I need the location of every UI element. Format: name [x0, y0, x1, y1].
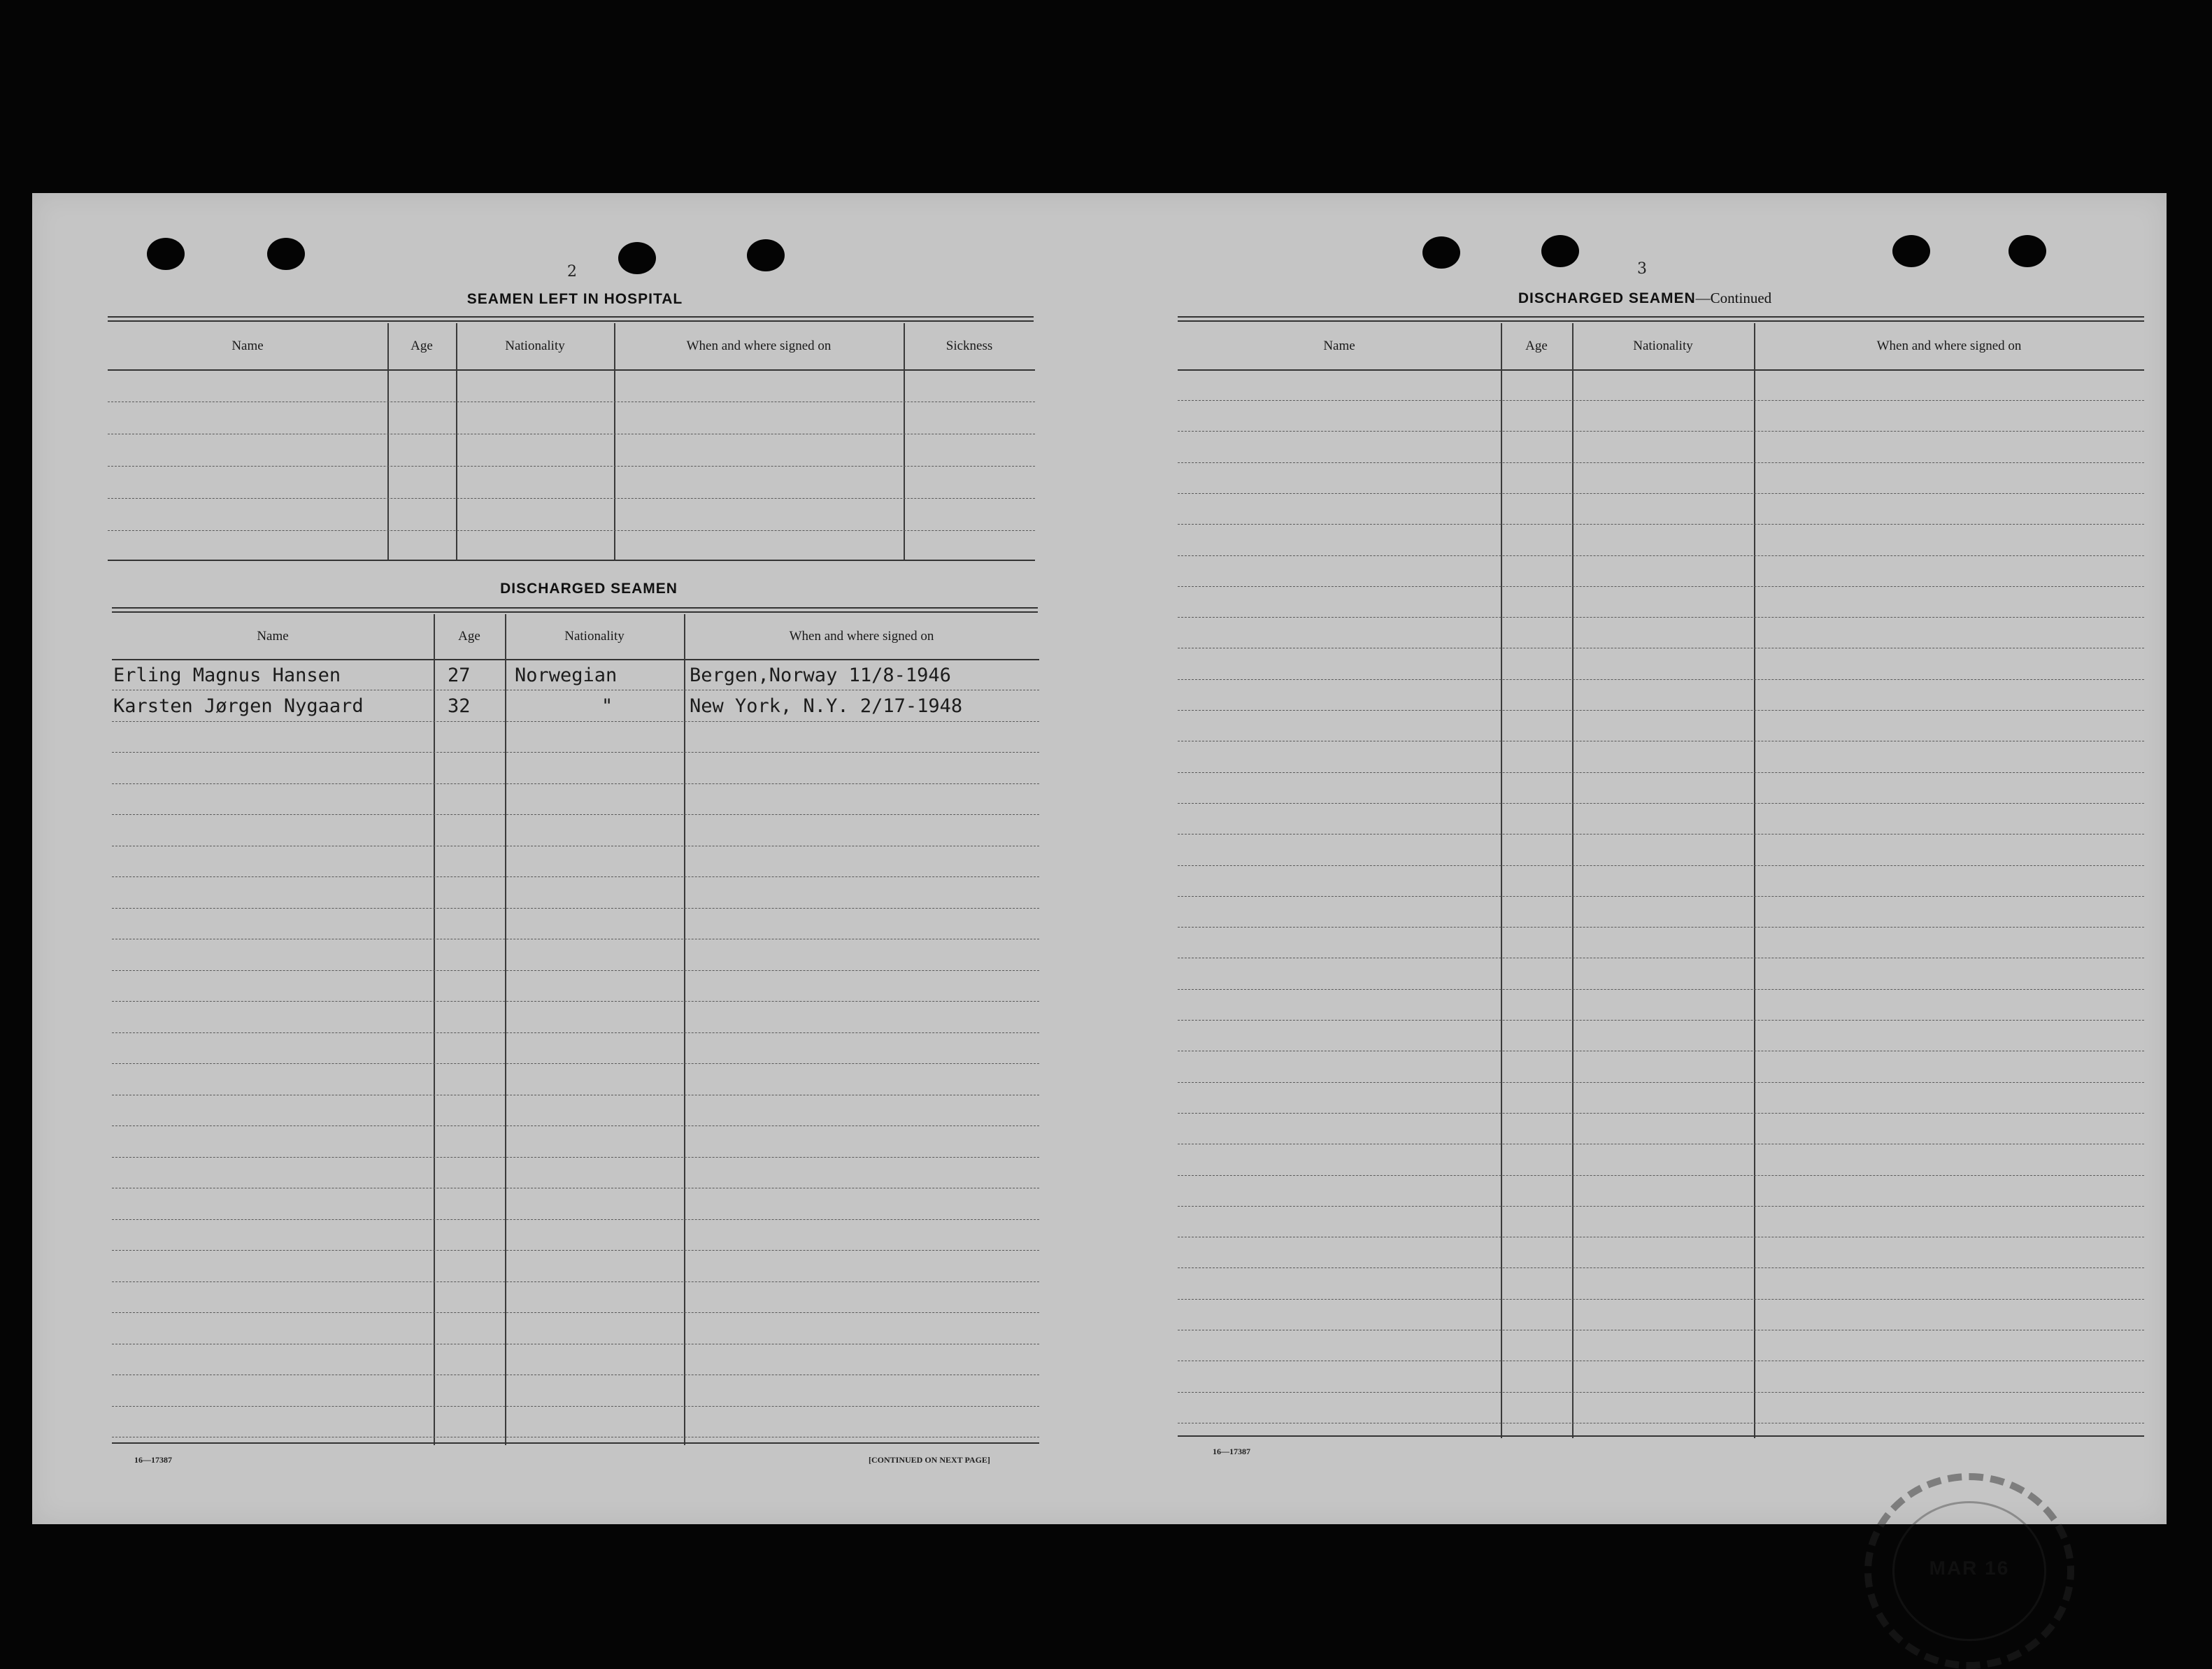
received-stamp: [1864, 1473, 2074, 1669]
discharged-header-name: Name: [257, 629, 289, 644]
blank-row-line: [1178, 772, 2144, 773]
hospital-header-nationality: Nationality: [505, 339, 565, 353]
continued-header-nationality: Nationality: [1633, 339, 1693, 353]
punch-hole: [147, 238, 185, 270]
hospital-table-header: [108, 323, 1035, 371]
blank-row-line: [1178, 1082, 2144, 1083]
punch-hole: [747, 239, 785, 271]
punch-hole: [1541, 235, 1579, 267]
seaman-nationality: Norwegian: [515, 665, 618, 686]
continued-header-age: Age: [1525, 339, 1548, 353]
blank-row-line: [108, 498, 1035, 499]
discharged-title-rule: [112, 607, 1038, 613]
hospital-table: [108, 323, 1035, 561]
blank-row-line: [1178, 524, 2144, 525]
blank-row-line: [112, 1063, 1039, 1064]
column-divider: [904, 323, 905, 561]
page-number-right: 3: [1637, 260, 1647, 278]
blank-row-line: [112, 814, 1039, 815]
continued-table-header: [1178, 323, 2144, 371]
hospital-header-age: Age: [411, 339, 433, 353]
blank-row-line: [1178, 586, 2144, 587]
blank-row-line: [1178, 1267, 2144, 1268]
blank-row-line: [1178, 1206, 2144, 1207]
blank-row-line: [112, 1250, 1039, 1251]
blank-row-line: [1178, 679, 2144, 680]
blank-row-line: [1178, 927, 2144, 928]
title-suffix: —Continued: [1695, 290, 1772, 306]
stamp-date: MAR 16: [1929, 1557, 2010, 1579]
form-number-left: 16—17387: [134, 1455, 172, 1465]
hospital-header-name: Name: [231, 339, 264, 353]
page-number-left: 2: [567, 263, 577, 280]
title-text: DISCHARGED SEAMEN: [1518, 290, 1696, 306]
blank-row-line: [112, 721, 1039, 722]
blank-row-line: [1178, 617, 2144, 618]
discharged-table: [112, 614, 1039, 1445]
blank-row-line: [112, 876, 1039, 877]
discharged-section-title: DISCHARGED SEAMEN: [500, 581, 678, 597]
seaman-signed-on: New York, N.Y. 2/17-1948: [690, 695, 963, 717]
blank-row-line: [112, 1312, 1039, 1313]
column-divider: [1572, 323, 1574, 1438]
blank-row-line: [1178, 989, 2144, 990]
continued-header-name: Name: [1323, 339, 1355, 353]
hospital-section-title: SEAMEN LEFT IN HOSPITAL: [466, 291, 683, 307]
seaman-age: 27: [448, 665, 471, 686]
column-divider: [1754, 323, 1755, 1438]
discharged-header-age: Age: [458, 629, 480, 644]
continued-note: [CONTINUED ON NEXT PAGE]: [869, 1455, 990, 1465]
discharged-header-nationality: Nationality: [564, 629, 625, 644]
hospital-table-bottom: [108, 560, 1035, 561]
column-divider: [1501, 323, 1502, 1438]
blank-row-line: [1178, 555, 2144, 556]
punch-hole: [618, 242, 656, 274]
blank-row-line: [1178, 493, 2144, 494]
form-number-right: 16—17387: [1213, 1447, 1250, 1456]
seaman-signed-on: Bergen,Norway 11/8-1946: [690, 665, 951, 686]
column-divider: [684, 614, 685, 1445]
seaman-name: Erling Magnus Hansen: [113, 665, 341, 686]
discharged-table-bottom: [112, 1442, 1039, 1444]
column-divider: [434, 614, 435, 1445]
seaman-age: 32: [448, 695, 471, 717]
discharged-header-signed-on: When and where signed on: [789, 629, 934, 644]
punch-hole: [1892, 235, 1930, 267]
blank-row-line: [1178, 865, 2144, 866]
blank-row-line: [112, 783, 1039, 784]
blank-row-line: [112, 1032, 1039, 1033]
continued-header-signed-on: When and where signed on: [1876, 339, 2022, 353]
blank-row-line: [1178, 1392, 2144, 1393]
document-sheet: [32, 193, 2167, 1579]
discharged-table-header: [112, 614, 1039, 660]
blank-row-line: [112, 752, 1039, 753]
hospital-title-rule: [108, 316, 1034, 322]
punch-hole: [1422, 236, 1460, 269]
blank-row-line: [112, 1219, 1039, 1220]
punch-hole: [2008, 235, 2046, 267]
blank-row-line: [112, 908, 1039, 909]
hospital-header-sickness: Sickness: [946, 339, 993, 353]
punch-hole: [267, 238, 305, 270]
blank-row-line: [1178, 1020, 2144, 1021]
column-divider: [387, 323, 389, 561]
continued-title-rule: [1178, 316, 2144, 322]
blank-row-line: [1178, 896, 2144, 897]
column-divider: [614, 323, 615, 561]
column-divider: [456, 323, 457, 561]
blank-row-line: [1178, 400, 2144, 401]
blank-row-line: [1178, 1113, 2144, 1114]
blank-row-line: [1178, 1175, 2144, 1176]
blank-row-line: [112, 1157, 1039, 1158]
continued-table-bottom: [1178, 1435, 2144, 1437]
discharged-continued-table: [1178, 323, 2144, 1438]
blank-row-line: [1178, 1299, 2144, 1300]
hospital-header-signed-on: When and where signed on: [686, 339, 832, 353]
blank-row-line: [1178, 431, 2144, 432]
blank-row-line: [1178, 710, 2144, 711]
seaman-nationality: ": [601, 695, 613, 717]
blank-row-line: [1178, 803, 2144, 804]
blank-row-line: [108, 466, 1035, 467]
blank-row-line: [112, 1281, 1039, 1282]
blank-row-line: [112, 1001, 1039, 1002]
blank-row-line: [1178, 462, 2144, 463]
blank-row-line: [108, 530, 1035, 531]
seaman-name: Karsten Jørgen Nygaard: [113, 695, 364, 717]
blank-row-line: [112, 1125, 1039, 1126]
column-divider: [505, 614, 506, 1445]
blank-row-line: [112, 970, 1039, 971]
discharged-continued-title: [1518, 290, 1771, 307]
blank-row-line: [112, 1406, 1039, 1407]
